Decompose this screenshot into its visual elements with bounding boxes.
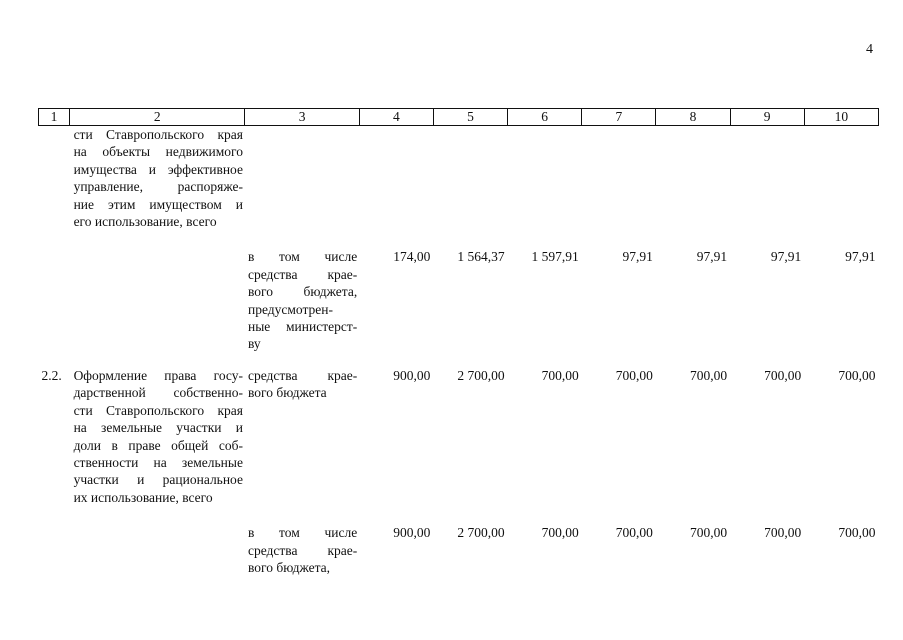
amount-cell: 700,00 (689, 367, 728, 383)
description-line: на объекты недвижимого (73, 144, 243, 160)
column-number: 7 (582, 109, 656, 126)
funding-source-line: в том числе (247, 249, 358, 265)
description-line: Оформление права госу- (73, 367, 243, 383)
item-number (39, 126, 70, 245)
funding-source-line: ные министерст- (247, 319, 358, 335)
description-line: ние этим имуществом и (73, 196, 243, 212)
description-line: ственности на земельные (73, 454, 243, 470)
amount-cell: 2 700,00 (457, 525, 505, 541)
item-number (39, 244, 70, 366)
column-number: 2 (70, 109, 245, 126)
amount-cell: 700,00 (615, 367, 653, 383)
item-number-text: 2.2. (41, 367, 62, 383)
column-number: 8 (656, 109, 730, 126)
amount-cell: 700,00 (838, 367, 876, 383)
amount-cell: 174,00 (393, 249, 431, 265)
funding-source (245, 126, 359, 245)
amount-cell: 700,00 (838, 525, 876, 541)
amount-cell: 900,00 (393, 367, 431, 383)
description-line: их использование, всего (73, 489, 213, 505)
amount-cell: 2 700,00 (457, 367, 505, 383)
item-description (70, 367, 245, 520)
amount-cell: 97,91 (696, 249, 728, 265)
amount-cell: 700,00 (764, 367, 802, 383)
funding-source-line: вого бюджета, (247, 559, 331, 575)
description-line: участки и рациональное (73, 472, 243, 488)
amount-cell: 97,91 (770, 249, 802, 265)
description-line: сти Ставропольского края (73, 127, 243, 142)
amount-cell: 1 564,37 (457, 249, 505, 265)
amount-cell (508, 126, 582, 245)
column-number: 6 (508, 109, 582, 126)
table-row (39, 367, 879, 520)
column-number: 3 (245, 109, 359, 126)
amount-cell: 900,00 (393, 525, 431, 541)
page-number: 4 (866, 42, 873, 57)
amount-cell: 97,91 (845, 249, 876, 265)
funding-source-line: в том числе (247, 525, 358, 541)
item-description (70, 520, 245, 576)
description-line: доли в праве общей соб- (73, 437, 243, 453)
funding-source-line: ву (247, 336, 261, 352)
column-number-header (39, 109, 879, 126)
column-number: 4 (359, 109, 433, 126)
funding-source-line: средства крае- (247, 266, 358, 282)
amount-cell: 700,00 (541, 525, 579, 541)
item-description (70, 126, 245, 245)
funding-source (245, 520, 359, 576)
description-line: его использование, всего (73, 214, 217, 230)
funding-source-line: вого бюджета, (247, 284, 358, 300)
amount-cell (359, 126, 433, 245)
table-row (39, 244, 879, 366)
column-number: 1 (39, 109, 70, 126)
table-row (39, 520, 879, 576)
column-number: 5 (433, 109, 507, 126)
funding-source-line: средства крае- (247, 542, 358, 558)
amount-cell (433, 126, 507, 245)
item-number (39, 520, 70, 576)
funding-source-line: вого бюджета (247, 385, 327, 401)
amount-cell: 97,91 (622, 249, 653, 265)
column-number: 9 (730, 109, 804, 126)
table-row (39, 126, 879, 245)
amount-cell (730, 126, 804, 245)
budget-table (38, 108, 879, 576)
amount-cell: 700,00 (541, 367, 579, 383)
amount-cell: 700,00 (615, 525, 653, 541)
description-line: сти Ставропольского края (73, 402, 243, 418)
column-number: 10 (804, 109, 878, 126)
amount-cell: 700,00 (689, 525, 728, 541)
amount-cell (804, 126, 878, 245)
amount-cell: 1 597,91 (531, 249, 579, 265)
amount-cell (582, 126, 656, 245)
amount-cell (656, 126, 730, 245)
description-line: управление, распоряже- (73, 179, 243, 195)
description-line: дарственной собственно- (73, 385, 243, 401)
funding-source (245, 244, 359, 366)
item-description (70, 244, 245, 366)
description-line: на земельные участки и (73, 420, 243, 436)
funding-source-line: средства крае- (247, 367, 358, 383)
item-number (39, 367, 70, 520)
amount-cell: 700,00 (764, 525, 802, 541)
funding-source (245, 367, 359, 520)
funding-source-line: предусмотрен- (247, 301, 334, 317)
description-line: имущества и эффективное (73, 161, 243, 177)
